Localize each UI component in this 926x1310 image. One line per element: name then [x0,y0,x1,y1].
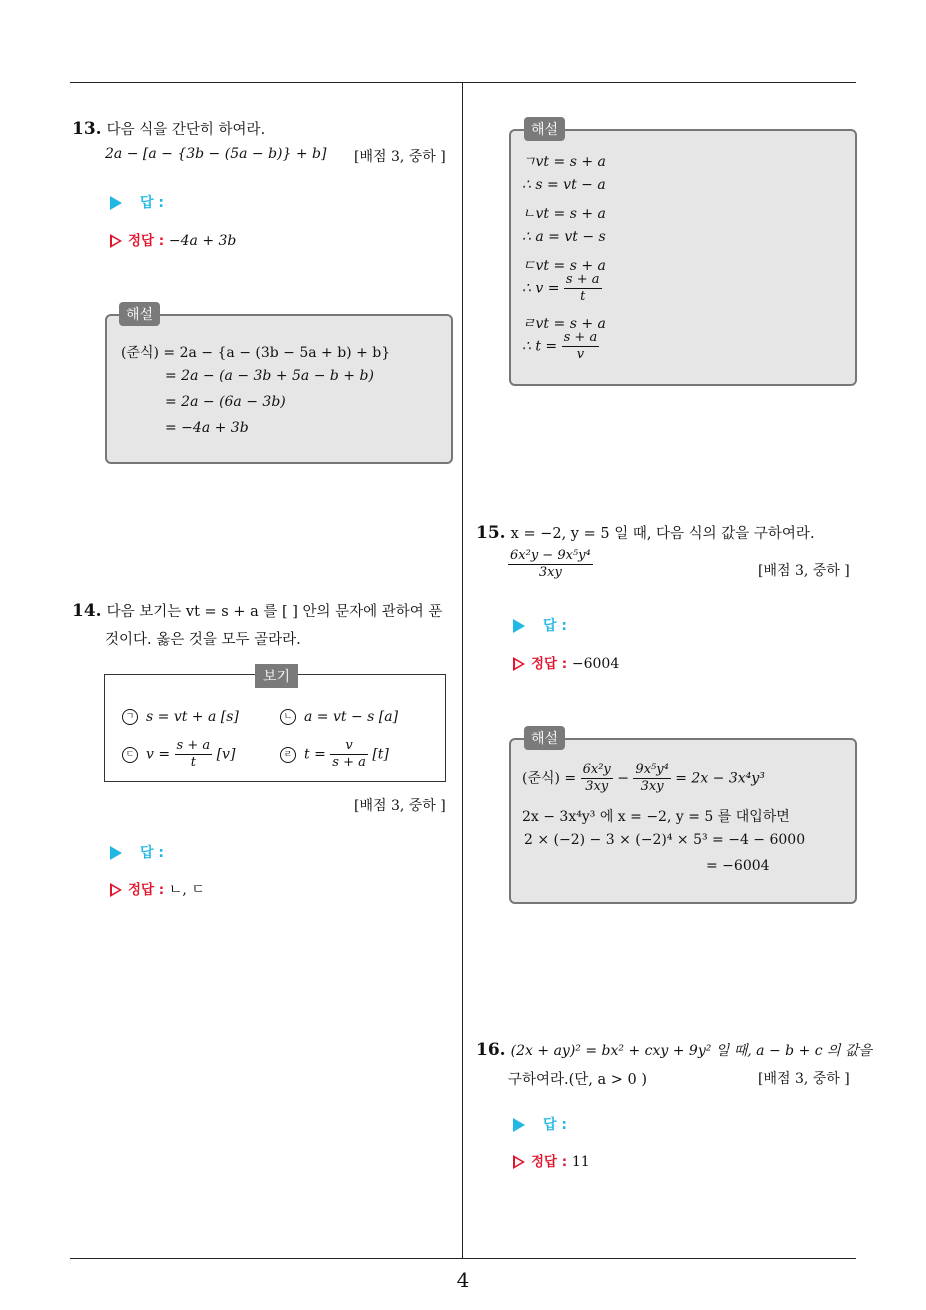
question-number: 15. [476,523,506,543]
q13-sol-line-2: = 2a − (a − 3b + 5a − b + b) [165,368,374,384]
q14-sol-line-1: ㄱvt = s + a [522,154,606,170]
correct-answer: 11 [571,1154,590,1170]
correct-answer: ㄴ, ㄷ [168,882,205,898]
q16-meta: [배점 3, 중하 ] [758,1071,850,1087]
q14-sol-line-5: ㄷvt = s + a [522,258,606,274]
solution-tag: 해설 [524,117,565,141]
option-3-mark: ㄷ [122,747,138,763]
denominator: t [190,755,196,770]
q13-solution-box [105,314,453,464]
question-text: x = −2, y = 5 일 때, 다음 식의 값을 구하여라. [510,526,815,542]
q15-meta: [배점 3, 중하 ] [758,563,850,579]
numerator: 6x²y [582,762,611,777]
q13-answer-row [110,192,164,212]
bottom-rule [70,1258,856,1259]
option-1-text: s = vt + a [s] [146,709,239,725]
denominator: s + a [332,755,366,770]
denominator: v [576,347,585,362]
q13-expression: 2a − [a − {3b − (5a − b)} + b] [105,146,327,162]
question-text: 다음 식을 간단히 하여라. [106,122,266,138]
option-4-bracket: [t] [372,746,389,763]
option-2-mark: ㄴ [280,709,296,725]
answer-label: 답 : [140,845,164,861]
option-2-text: a = vt − s [a] [304,709,399,725]
q15-correct-row [513,652,619,672]
option-2 [280,709,398,725]
q14-correct-row [110,878,205,899]
bogi-tag: 보기 [255,664,298,688]
rhs: = 2x − 3x⁴y³ [675,770,765,787]
option-4-mark: ㄹ [280,747,296,763]
option-3-fraction [175,738,213,771]
option-3-bracket: [v] [216,746,236,763]
question-text-1: 다음 보기는 vt = s + a 를 [ ] 안의 문자에 관하여 푼 [106,604,443,620]
denominator: t [580,289,586,304]
q15-fraction [508,548,593,581]
answer-label: 답 : [543,1117,567,1133]
solution-tag: 해설 [524,726,565,750]
question-number: 14. [72,601,102,621]
q14-sol-line-2: ∴ s = vt − a [522,177,606,193]
denominator: 3xy [640,779,664,794]
lhs: ∴ v = [522,280,560,297]
play-triangle-icon [110,846,122,860]
correct-label: 정답 : [531,656,568,672]
q15-sol-line-2: 2x − 3x⁴y³ 에 x = −2, y = 5 를 대입하면 [522,809,790,825]
q15-fraction-wrap [508,548,593,581]
numerator: s + a [565,272,600,287]
question-text-2: 것이다. 옳은 것을 모두 골라라. [105,632,301,648]
lhs: ∴ t = [522,338,558,355]
question-text-2: 구하여라.(단, a > 0 ) [508,1072,648,1088]
q15-answer-row [513,615,567,635]
q14-answer-row [110,842,164,862]
numerator: v [330,738,368,755]
q15 [476,522,815,543]
q13-correct-row [110,229,236,249]
option-1-mark: ㄱ [122,709,138,725]
fraction [562,330,600,363]
q14 [72,600,442,621]
outline-triangle-icon [110,883,122,897]
q13-sol-line-1: (준식) = 2a − {a − (3b − 5a + b) + b} [121,345,391,361]
answer-label: 답 : [140,195,164,211]
outline-triangle-icon [513,657,525,671]
q15-sol-line-1 [522,762,765,795]
q14-sol-line-3: ㄴvt = s + a [522,206,606,222]
solution-tag: 해설 [119,302,160,326]
fraction-2 [633,762,670,795]
play-triangle-icon [110,196,122,210]
q13-meta: [배점 3, 중하 ] [354,149,446,165]
q15-sol-line-3: 2 × (−2) − 3 × (−2)⁴ × 5³ = −4 − 6000 [524,832,806,848]
q16 [476,1040,872,1060]
numerator: 6x²y − 9x⁵y⁴ [510,548,591,563]
answer-label: 답 : [543,618,567,634]
option-4-lhs: t = [304,746,326,763]
correct-answer: −4a + 3b [168,233,237,249]
correct-label: 정답 : [531,1154,568,1170]
fraction-1 [581,762,613,795]
q14-sol-line-4: ∴ a = vt − s [522,229,606,245]
q13-sol-line-3: = 2a − (6a − 3b) [165,394,286,410]
q16-correct-row [513,1150,590,1170]
numerator: s + a [176,738,211,753]
q16-answer-row [513,1114,567,1134]
correct-label: 정답 : [128,882,165,898]
page-number: 4 [456,1268,470,1292]
question-number: 13. [72,119,102,139]
lhs: (준식) = [522,770,577,787]
option-4 [280,738,389,771]
option-4-fraction [330,738,368,771]
option-3-lhs: v = [146,746,171,763]
correct-label: 정답 : [128,233,165,249]
outline-triangle-icon [513,1155,525,1169]
q14-sol-line-7: ㄹvt = s + a [522,316,606,332]
correct-answer: −6004 [571,656,620,672]
play-triangle-icon [513,1118,525,1132]
option-1 [122,709,239,725]
q13-sol-line-4: = −4a + 3b [165,420,249,436]
column-divider [462,82,463,1258]
denominator: 3xy [585,779,609,794]
denominator: 3xy [538,565,562,580]
numerator: 9x⁵y⁴ [635,762,669,777]
q14-sol-line-6 [522,272,602,305]
numerator: s + a [563,330,598,345]
question-text-1: (2x + ay)² = bx² + cxy + 9y² 일 때, a − b + c 의 값을 [510,1043,873,1059]
fraction [564,272,602,305]
option-3 [122,738,235,771]
play-triangle-icon [513,619,525,633]
q13 [72,118,265,139]
q14-sol-line-8 [522,330,599,363]
minus-sign: − [617,770,629,787]
question-number: 16. [476,1040,506,1060]
q15-sol-line-4: = −6004 [706,858,770,874]
outline-triangle-icon [110,234,122,248]
q14-meta: [배점 3, 중하 ] [354,798,446,814]
top-rule [70,82,856,83]
